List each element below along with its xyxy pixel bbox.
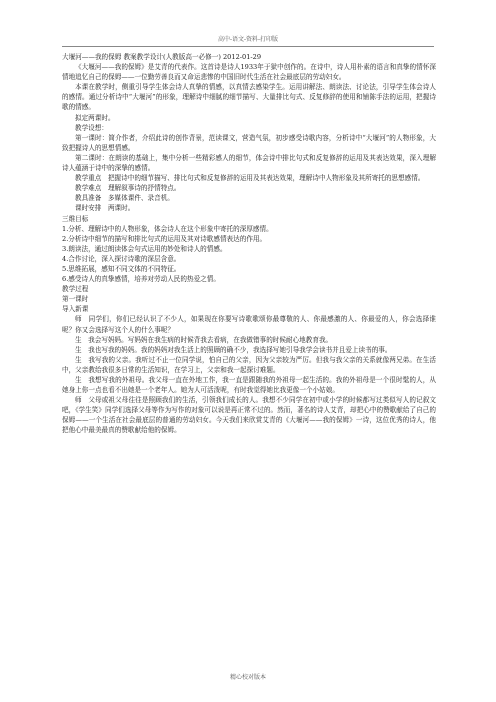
header-text: 高中-语文-资料-打印版: [217, 36, 279, 43]
dialog-paragraph: 生 我写我的父亲。我听过不止一位同学说，怕自己的父亲，因为父亲较为严厉。但我与我父亲的关系就像两兄弟。在生活中，父亲教给我很多日常的生活知识，在学习上，父亲和我一起探讨难题。: [62, 355, 436, 374]
goal-item: 1.分析、理解诗中的人物形象，体会诗人在这个形象中寄托的深厚感情。: [62, 224, 273, 233]
goal-item: 2.分析诗中细节的描写和排比句式的运用及其对诗歌感情表达的作用。: [62, 234, 267, 243]
design-paragraph: 第二课时：在朗读的基础上，集中分析一些精彩感人的细节，体会诗中排比句式和反复修辞的运用及其表达效果，深入理解诗人蕴涵于诗中的深挚的感情。: [62, 153, 436, 173]
goals-heading: 三维目标: [62, 214, 89, 223]
dialog-paragraph: 生 我也写我的妈妈。我的妈妈对我生活上的照顾的确不少，我选择写她引导我学会读书并且爱上读书的事。: [75, 345, 392, 354]
process-heading: 教学过程: [62, 285, 89, 294]
design-paragraph: 教具准备 多媒体课件、录音机。: [75, 194, 174, 203]
design-heading: 教学设想：: [75, 123, 108, 132]
footer-text: 精心校对版本: [229, 674, 266, 681]
intro-paragraph: 本课在教学时，侧重引导学生体会诗人真挚的情感，以真情去感染学生。运用讲解法、朗读法、讨论法，引导学生体会诗人的感情。通过分析诗中“大堰河”的形象，理解诗中细腻的细节描写、大量排比句式、反复修辞的使用和铺陈手法的运用，把握诗歌的情感。: [62, 83, 436, 112]
header-divider: [62, 46, 434, 47]
goal-item: 6.感受诗人的真挚感情，培养对劳动人民的热爱之情。: [62, 275, 220, 284]
dialog-paragraph: 师 同学们，你们已经认识了不少人，如果现在你要写诗歌歌颂你最尊敬的人、你最感激的人、你最爱的人，你会选择谁呢？你又会选择写这个人的什么事呢？: [62, 315, 436, 334]
design-paragraph: 教学难点 理解叙事诗的抒情特点。: [75, 184, 181, 193]
intro-paragraph: 拟定两课时。: [75, 113, 115, 122]
document-body: [62, 52, 436, 436]
intro-paragraph: 《大堰河——我的保姆》是艾青的代表作。这首诗是诗人1933年于狱中创作的。在诗中，诗人用朴素的语言和真挚的情怀深情地追忆自己的保姆——一位勤劳善良而又命运悲惨的中国旧时代生活在社会最底层的劳动妇女。: [62, 63, 436, 82]
design-paragraph: 第一课时：简介作者，介绍此诗的创作背景，范读课文，营造气氛，初步感受诗歌内容，分析诗中“大堰河”的人物形象，大致把握诗人的思想情感。: [62, 133, 436, 152]
page-footer: [0, 672, 496, 681]
design-paragraph: 教学重点 把握诗中的细节描写、排比句式和反复修辞的运用及其表达效果，理解诗中人物形象及其所寄托的思想感情。: [75, 174, 425, 183]
intro-lesson-heading: 导入新课: [62, 305, 89, 314]
dialog-paragraph: 生 我会写妈妈。写妈妈在我生病的时候背我去看病，在我做错事的时候耐心地教育我。: [75, 335, 333, 344]
goal-item: 5.思维拓展，感知不同文体的不同特征。: [62, 264, 181, 273]
design-paragraph: 课时安排 两课时。: [75, 204, 135, 213]
lesson-heading: 第一课时: [62, 295, 89, 304]
page-header: [0, 0, 496, 44]
doc-title-line: 大堰河——我的保姆 教案教学设计(人教版高一必修一) 2012-01-29: [62, 53, 262, 61]
dialog-paragraph: 师 父母或祖父母往往是照顾我们的生活，引领我们成长的人。我想不少同学在初中或小学的时候都写过类似写人的记叙文吧，《学生笑》同学们选择父母等作为写作的对象可以说是再正常不过的。然而，著名的诗人艾青，却把心中的赞歌献给了自己的保姆——一个生活在社会最底层的普通的劳动妇女。今天我们来欣赏艾青的《大堰河——我的保姆》一诗，这位优秀的诗人，他把他心中最美最真的赞歌献给他的保姆。: [62, 396, 436, 435]
goal-item: 4.合作讨论，深入探讨诗歌的深层含意。: [62, 254, 181, 263]
dialog-paragraph: 生 我想写我的外祖母。我父母一直在外地工作，我一直是跟随我的外祖母一起生活的。我的外祖母是一个很时髦的人，从她身上你一点也看不出她是一个老年人。她为人可活泼呢，有时我觉得她比我更像一个小姑娘。: [62, 376, 436, 395]
goal-item: 3.朗读法，通过朗读体会句式运用的妙处和诗人的情感。: [62, 244, 227, 253]
